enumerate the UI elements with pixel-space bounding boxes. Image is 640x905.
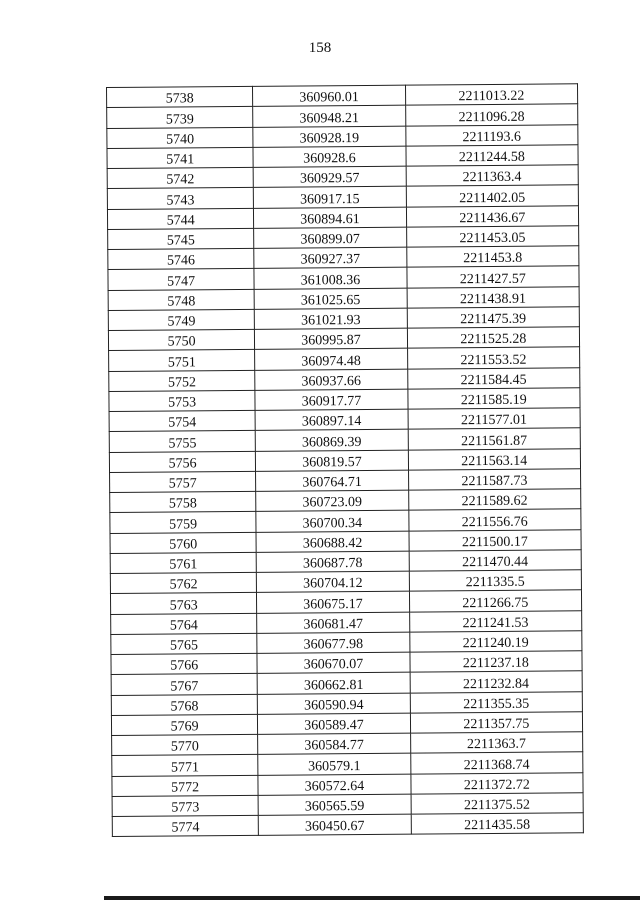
point-id-cell: 5760 xyxy=(110,532,256,553)
scan-edge xyxy=(104,896,640,900)
x-coordinate-cell: 360675.17 xyxy=(257,591,410,612)
y-coordinate-cell: 2211241.53 xyxy=(409,610,581,632)
y-coordinate-cell: 2211368.74 xyxy=(410,752,582,774)
point-id-cell: 5758 xyxy=(110,491,256,512)
y-coordinate-cell: 2211193.6 xyxy=(405,124,577,146)
x-coordinate-cell: 360662.81 xyxy=(257,672,410,693)
coordinate-table xyxy=(106,83,584,837)
y-coordinate-cell: 2211244.58 xyxy=(406,145,578,167)
x-coordinate-cell: 360928.19 xyxy=(253,126,406,147)
point-id-cell: 5739 xyxy=(107,107,253,128)
x-coordinate-cell: 360572.64 xyxy=(258,774,411,795)
x-coordinate-cell: 361025.65 xyxy=(254,288,407,309)
y-coordinate-cell: 2211357.75 xyxy=(410,712,582,734)
x-coordinate-cell: 360995.87 xyxy=(255,328,408,349)
y-coordinate-cell: 2211232.84 xyxy=(410,671,582,693)
point-id-cell: 5738 xyxy=(107,86,253,107)
x-coordinate-cell: 360948.21 xyxy=(253,105,406,126)
point-id-cell: 5756 xyxy=(109,451,255,472)
y-coordinate-cell: 2211096.28 xyxy=(405,104,577,126)
point-id-cell: 5774 xyxy=(112,815,258,836)
point-id-cell: 5765 xyxy=(111,633,257,654)
y-coordinate-cell: 2211500.17 xyxy=(409,529,581,551)
y-coordinate-cell: 2211335.5 xyxy=(409,570,581,592)
y-coordinate-cell: 2211561.87 xyxy=(408,428,580,450)
x-coordinate-cell: 360917.77 xyxy=(255,389,408,410)
y-coordinate-cell: 2211427.57 xyxy=(407,266,579,288)
y-coordinate-cell: 2211584.45 xyxy=(407,367,579,389)
y-coordinate-cell: 2211563.14 xyxy=(408,448,580,470)
point-id-cell: 5759 xyxy=(110,512,256,533)
y-coordinate-cell: 2211375.52 xyxy=(411,793,583,815)
x-coordinate-cell: 360723.09 xyxy=(256,490,409,511)
x-coordinate-cell: 360681.47 xyxy=(257,612,410,633)
point-id-cell: 5748 xyxy=(108,289,254,310)
x-coordinate-cell: 360704.12 xyxy=(257,571,410,592)
point-id-cell: 5743 xyxy=(107,188,253,209)
x-coordinate-cell: 360590.94 xyxy=(258,693,411,714)
x-coordinate-cell: 360688.42 xyxy=(256,531,409,552)
point-id-cell: 5740 xyxy=(107,127,253,148)
x-coordinate-cell: 360929.57 xyxy=(253,166,406,187)
point-id-cell: 5753 xyxy=(109,390,255,411)
point-id-cell: 5766 xyxy=(111,653,257,674)
y-coordinate-cell: 2211585.19 xyxy=(408,388,580,410)
x-coordinate-cell: 360819.57 xyxy=(256,450,409,471)
x-coordinate-cell: 360565.59 xyxy=(258,794,411,815)
point-id-cell: 5747 xyxy=(108,269,254,290)
point-id-cell: 5761 xyxy=(110,552,256,573)
x-coordinate-cell: 361021.93 xyxy=(254,308,407,329)
x-coordinate-cell: 360917.15 xyxy=(254,186,407,207)
y-coordinate-cell: 2211266.75 xyxy=(409,590,581,612)
point-id-cell: 5745 xyxy=(108,228,254,249)
y-coordinate-cell: 2211240.19 xyxy=(409,631,581,653)
x-coordinate-cell: 360584.77 xyxy=(258,733,411,754)
x-coordinate-cell: 360700.34 xyxy=(256,510,409,531)
x-coordinate-cell: 360869.39 xyxy=(255,429,408,450)
y-coordinate-cell: 2211438.91 xyxy=(407,286,579,308)
y-coordinate-cell: 2211363.4 xyxy=(406,165,578,187)
x-coordinate-cell: 360928.6 xyxy=(253,146,406,167)
point-id-cell: 5757 xyxy=(110,471,256,492)
y-coordinate-cell: 2211577.01 xyxy=(408,408,580,430)
point-id-cell: 5752 xyxy=(109,370,255,391)
x-coordinate-cell: 360450.67 xyxy=(258,814,411,835)
y-coordinate-cell: 2211556.76 xyxy=(408,509,580,531)
point-id-cell: 5741 xyxy=(107,147,253,168)
x-coordinate-cell: 360764.71 xyxy=(256,470,409,491)
point-id-cell: 5750 xyxy=(108,329,254,350)
point-id-cell: 5772 xyxy=(112,775,258,796)
y-coordinate-cell: 2211435.58 xyxy=(411,813,583,835)
table-row xyxy=(112,813,583,837)
y-coordinate-cell: 2211372.72 xyxy=(411,772,583,794)
x-coordinate-cell: 360974.48 xyxy=(255,348,408,369)
y-coordinate-cell: 2211525.28 xyxy=(407,327,579,349)
point-id-cell: 5755 xyxy=(109,431,255,452)
x-coordinate-cell: 360899.07 xyxy=(254,227,407,248)
point-id-cell: 5771 xyxy=(112,755,258,776)
x-coordinate-cell: 360937.66 xyxy=(255,369,408,390)
y-coordinate-cell: 2211475.39 xyxy=(407,307,579,329)
point-id-cell: 5746 xyxy=(108,248,254,269)
x-coordinate-cell: 360589.47 xyxy=(258,713,411,734)
y-coordinate-cell: 2211436.67 xyxy=(406,205,578,227)
y-coordinate-cell: 2211453.8 xyxy=(406,246,578,268)
y-coordinate-cell: 2211237.18 xyxy=(410,651,582,673)
y-coordinate-cell: 2211402.05 xyxy=(406,185,578,207)
point-id-cell: 5767 xyxy=(111,674,257,695)
x-coordinate-cell: 360579.1 xyxy=(258,753,411,774)
point-id-cell: 5754 xyxy=(109,410,255,431)
point-id-cell: 5751 xyxy=(109,350,255,371)
x-coordinate-cell: 360960.01 xyxy=(253,85,406,106)
point-id-cell: 5762 xyxy=(110,572,256,593)
y-coordinate-cell: 2211553.52 xyxy=(407,347,579,369)
y-coordinate-cell: 2211589.62 xyxy=(408,489,580,511)
page-number: 158 xyxy=(308,40,332,56)
y-coordinate-cell: 2211355.35 xyxy=(410,691,582,713)
y-coordinate-cell: 2211453.05 xyxy=(406,226,578,248)
x-coordinate-cell: 360670.07 xyxy=(257,652,410,673)
point-id-cell: 5768 xyxy=(111,694,257,715)
point-id-cell: 5764 xyxy=(111,613,257,634)
point-id-cell: 5742 xyxy=(107,167,253,188)
point-id-cell: 5749 xyxy=(108,309,254,330)
y-coordinate-cell: 2211363.7 xyxy=(410,732,582,754)
point-id-cell: 5773 xyxy=(112,795,258,816)
x-coordinate-cell: 360894.61 xyxy=(254,207,407,228)
x-coordinate-cell: 360687.78 xyxy=(256,551,409,572)
point-id-cell: 5744 xyxy=(107,208,253,229)
point-id-cell: 5763 xyxy=(110,593,256,614)
point-id-cell: 5769 xyxy=(111,714,257,735)
x-coordinate-cell: 360897.14 xyxy=(255,409,408,430)
y-coordinate-cell: 2211470.44 xyxy=(409,550,581,572)
x-coordinate-cell: 360677.98 xyxy=(257,632,410,653)
point-id-cell: 5770 xyxy=(112,734,258,755)
y-coordinate-cell: 2211587.73 xyxy=(408,469,580,491)
x-coordinate-cell: 361008.36 xyxy=(254,267,407,288)
coordinate-table-body xyxy=(107,84,584,837)
x-coordinate-cell: 360927.37 xyxy=(254,247,407,268)
y-coordinate-cell: 2211013.22 xyxy=(405,84,577,106)
